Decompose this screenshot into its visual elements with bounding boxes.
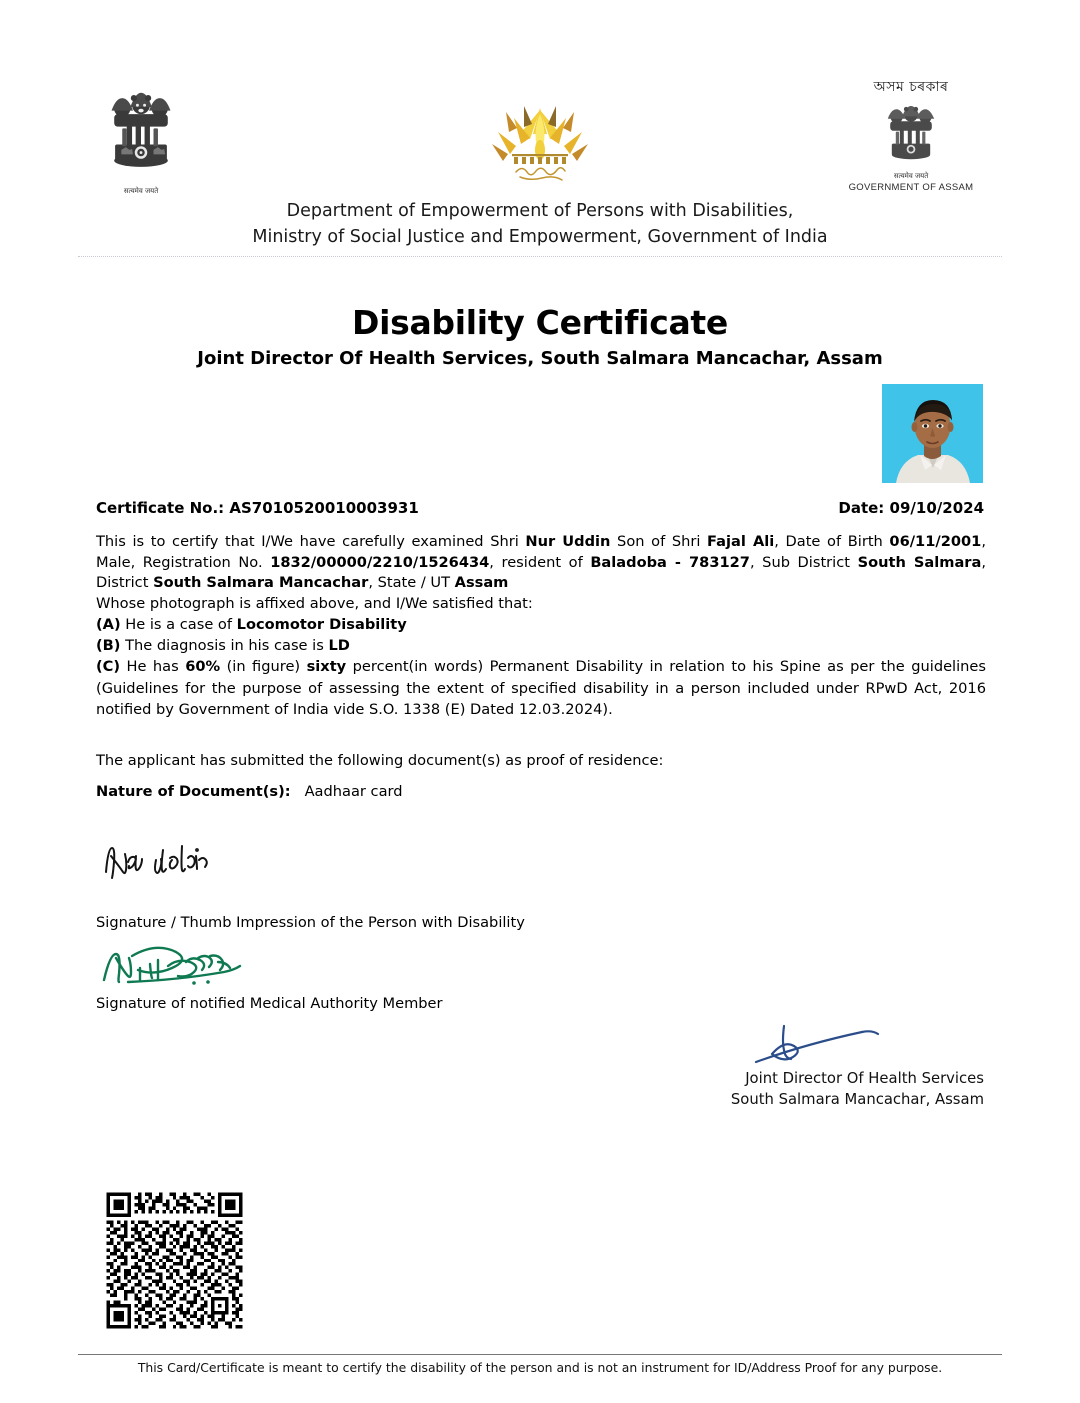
- page-title: Disability Certificate: [352, 303, 728, 342]
- ministry-heading: [0, 198, 1080, 251]
- certificate-date-label: Date:: [838, 499, 885, 517]
- state-value: Assam: [454, 574, 509, 592]
- registration-number-value: 1832/00000/2210/1526434: [270, 553, 490, 571]
- certificate-date-value: 09/10/2024: [889, 499, 984, 517]
- clause-b-value: LD: [328, 637, 350, 655]
- issuing-authority-block: [640, 1022, 984, 1111]
- cert-intro-1: This is to certify that I/We have carefully examined Shri: [96, 533, 526, 550]
- assam-emblem-motto: सत्यमेव जयते: [893, 172, 929, 181]
- father-name-value: Fajal Ali: [707, 533, 775, 550]
- certificate-number-label: Certificate No.:: [96, 499, 225, 517]
- photograph-affixed-line: Whose photograph is affixed above, and I/We satisfied that:: [96, 595, 533, 612]
- certificate-date-field: [838, 499, 984, 517]
- header-divider: [78, 256, 1002, 257]
- authority-designation: Joint Director Of Health Services: [745, 1070, 984, 1087]
- clause-b-label: (B): [96, 637, 121, 655]
- disability-percentage-words: sixty: [306, 658, 347, 676]
- cert-intro-6: , Sub District: [749, 553, 858, 571]
- assam-government-caption: GOVERNMENT OF ASSAM: [848, 182, 974, 194]
- ministry-line-1: Department of Empowerment of Persons with Disabilities,: [286, 201, 794, 221]
- nature-of-documents-row: [96, 783, 403, 800]
- clause-c: [96, 656, 986, 719]
- district-value: South Salmara Mancachar: [153, 574, 369, 592]
- person-signature-label: Signature / Thumb Impression of the Person with Disability: [96, 914, 525, 931]
- certificate-number-value: AS7010520010003931: [229, 499, 419, 517]
- cert-intro-8: , State / UT: [368, 574, 455, 592]
- authority-location: South Salmara Mancachar, Assam: [730, 1091, 984, 1109]
- clause-b-text: The diagnosis in his case is: [120, 637, 329, 655]
- clause-c-text-1: He has: [120, 658, 186, 676]
- nature-of-documents-label: Nature of Document(s):: [96, 783, 291, 800]
- ministry-line-2: Ministry of Social Justice and Empowerment, Government of India: [252, 227, 828, 248]
- header-logo-row: [0, 0, 1080, 200]
- clause-a-value: Locomotor Disability: [236, 616, 407, 634]
- authority-signature-image: [722, 1022, 902, 1068]
- sub-district-value: South Salmara: [857, 553, 982, 571]
- clause-c-text-2: (in figure): [220, 658, 307, 676]
- india-emblem-caption: सत्यमेव जयते: [123, 187, 159, 195]
- clause-c-text-3: percent(in words) Permanent Disability in relation to his Spine as per the guidelines (Guidelines for the purpose of assessing the extent of specified disability in a person included under RPwD Act, 2016 notified by Government of India vide S.O. 1338 (E) Dated 12.03.2024).: [96, 658, 987, 718]
- cert-intro-7: , District: [96, 553, 986, 592]
- clause-c-label: (C): [96, 658, 121, 676]
- cert-intro-4: , Male, Registration No.: [96, 533, 986, 571]
- assam-government-emblem-icon: [845, 80, 977, 202]
- person-signature-image: [98, 826, 228, 898]
- assam-script-label: অসম চৰকাৰ: [873, 79, 949, 95]
- person-name-value: Nur Uddin: [525, 533, 611, 550]
- residence-value: Baladoba - 783127: [590, 553, 750, 571]
- swavlamban-logo-icon: [478, 88, 602, 192]
- clause-b: [96, 635, 986, 656]
- footer-disclaimer: This Card/Certificate is meant to certify the disability of the person and is not an instrument for ID/Address Proof for any purpose.: [137, 1360, 943, 1375]
- certification-paragraph: [96, 532, 986, 594]
- cert-intro-2: Son of Shri: [610, 533, 708, 550]
- dob-value: 06/11/2001: [889, 533, 982, 550]
- footer-divider: [78, 1354, 1002, 1355]
- certificate-number-field: [96, 499, 419, 517]
- cert-intro-3: , Date of Birth: [774, 533, 890, 550]
- medical-authority-signature-label: Signature of notified Medical Authority Member: [96, 995, 443, 1012]
- medical-authority-signature-image: [98, 938, 268, 988]
- disability-percentage-value: 60%: [185, 658, 221, 676]
- certificate-meta-row: [96, 499, 984, 517]
- clause-a-label: (A): [96, 616, 121, 634]
- clauses-block: [96, 593, 986, 720]
- clause-a: [96, 614, 986, 635]
- documents-intro: The applicant has submitted the following document(s) as proof of residence:: [96, 752, 664, 769]
- nature-of-documents-value: Aadhaar card: [304, 783, 403, 800]
- clause-a-text: He is a case of: [120, 616, 237, 634]
- india-national-emblem-icon: [95, 82, 187, 194]
- verification-qr-code[interactable]: [103, 1189, 246, 1332]
- cert-intro-5: , resident of: [489, 553, 591, 571]
- applicant-photo: [882, 384, 983, 483]
- page-subtitle: Joint Director Of Health Services, South Salmara Mancachar, Assam: [197, 348, 883, 369]
